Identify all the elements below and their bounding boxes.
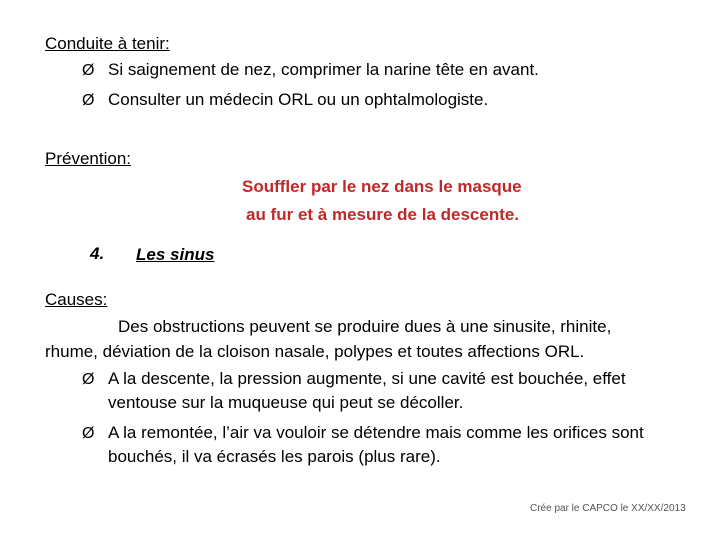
conduite-heading: Conduite à tenir:	[45, 34, 170, 53]
causes-bullet-2	[82, 422, 644, 445]
section-number: 4.	[90, 244, 105, 263]
causes-paragraph-line-1: Des obstructions peuvent se produire dues à une sinusite, rhinite,	[118, 317, 612, 336]
conduite-bullet-2-text: Consulter un médecin ORL ou un ophtalmologiste.	[108, 90, 489, 109]
prevention-note-line-2: au fur et à mesure de la descente.	[246, 205, 520, 224]
footer-credit: Crée par le CAPCO le XX/XX/2013	[530, 503, 686, 514]
causes-bullet-1-line-2: ventouse sur la muqueuse qui peut se décoller.	[108, 393, 464, 412]
conduite-bullet-2	[82, 89, 488, 112]
section-title: Les sinus	[136, 245, 215, 264]
conduite-bullet-1	[82, 59, 539, 82]
causes-bullet-1-line-1: A la descente, la pression augmente, si une cavité est bouchée, effet	[108, 369, 626, 388]
causes-heading: Causes:	[45, 290, 108, 309]
arrow-bullet-icon: Ø	[82, 92, 95, 109]
causes-bullet-1	[82, 368, 626, 391]
arrow-bullet-icon: Ø	[82, 371, 95, 388]
causes-bullet-2-line-2: bouchés, il va écrasés les parois (plus rare).	[108, 447, 441, 466]
prevention-heading: Prévention:	[45, 149, 131, 168]
prevention-note-line-1: Souffler par le nez dans le masque	[242, 177, 522, 196]
arrow-bullet-icon: Ø	[82, 62, 95, 79]
arrow-bullet-icon: Ø	[82, 425, 95, 442]
conduite-bullet-1-text: Si saignement de nez, comprimer la narine tête en avant.	[108, 60, 539, 79]
causes-bullet-2-line-1: A la remontée, l’air va vouloir se détendre mais comme les orifices sont	[108, 423, 644, 442]
causes-paragraph-line-2: rhume, déviation de la cloison nasale, polypes et toutes affections ORL.	[45, 342, 585, 361]
